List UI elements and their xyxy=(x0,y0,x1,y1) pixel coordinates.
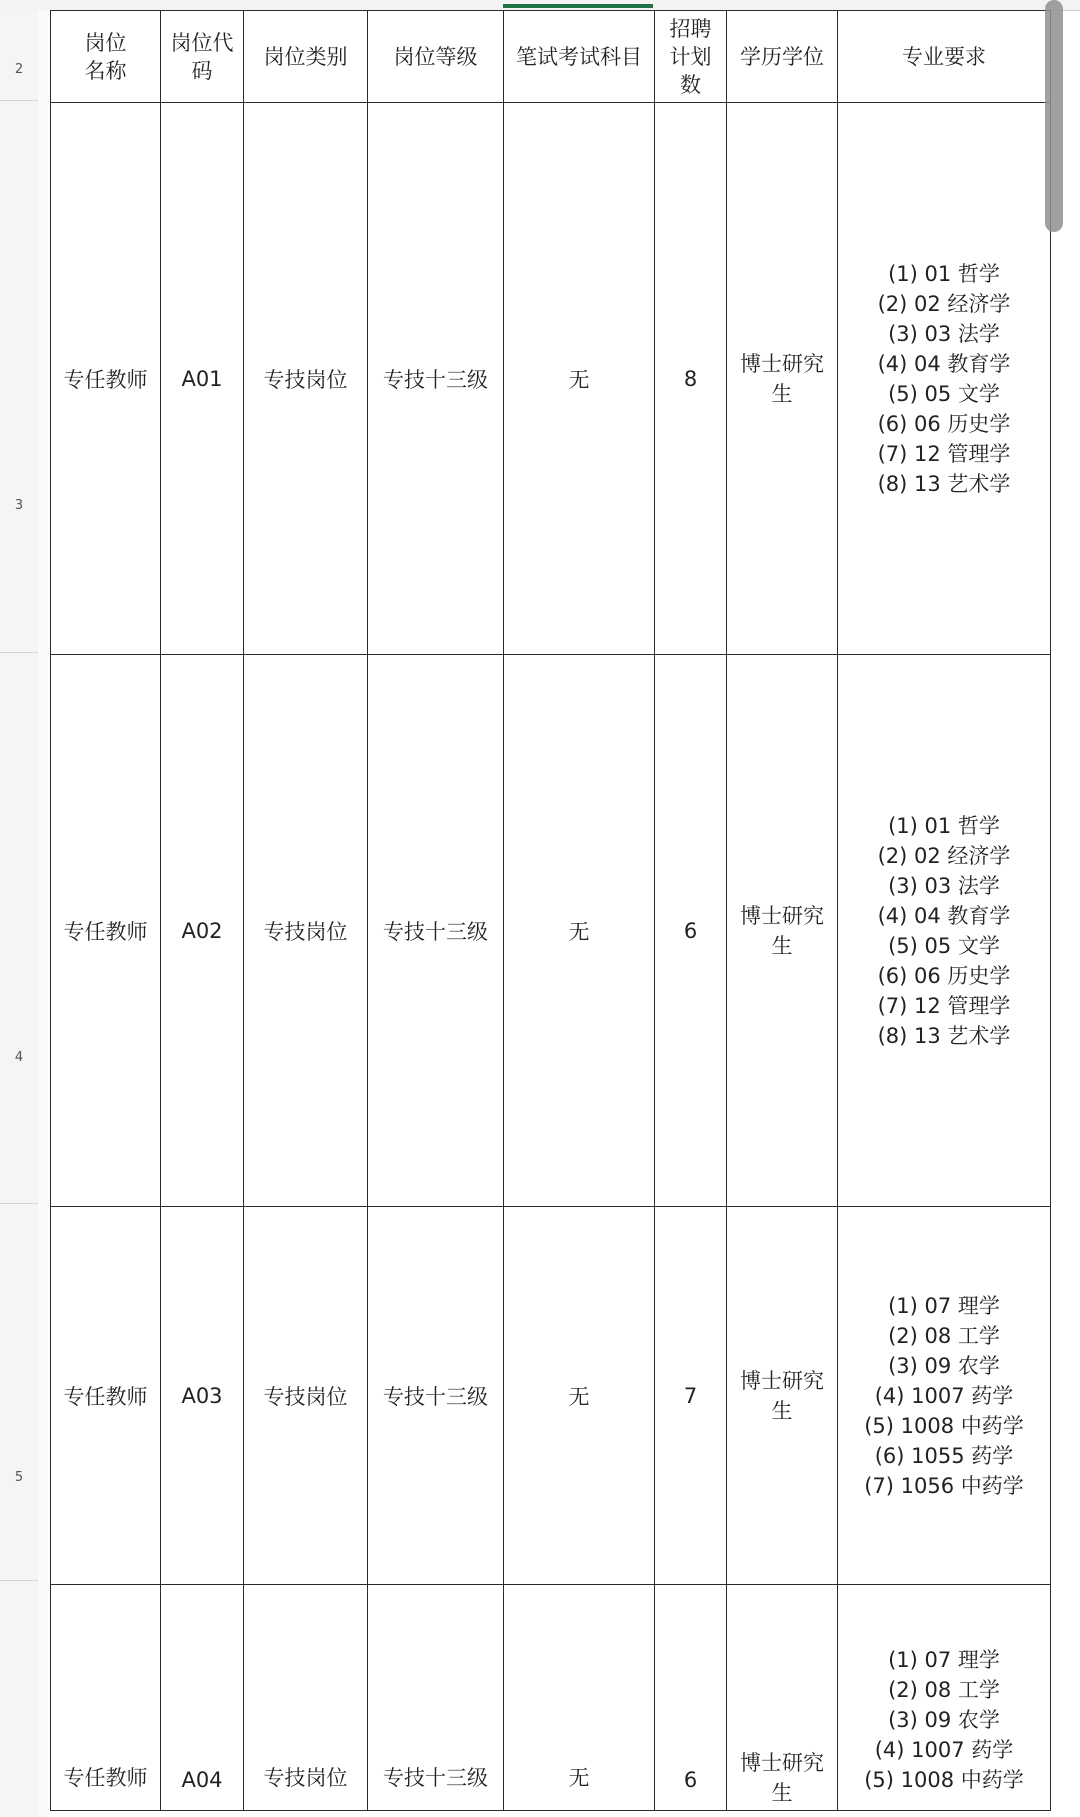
row-number[interactable]: 3 xyxy=(14,498,24,513)
major-item: (2) 08 工学 xyxy=(888,1678,1000,1702)
table-row xyxy=(51,655,1051,1207)
header-exam-subject[interactable]: 笔试考试科目 xyxy=(504,11,655,103)
cell-degree[interactable]: 博士研究 生 xyxy=(727,1207,838,1585)
table-row xyxy=(51,1585,1051,1811)
major-item: (7) 12 管理学 xyxy=(877,441,1011,466)
row-number[interactable]: 5 xyxy=(14,1470,24,1485)
cell-hiring-count[interactable]: 6 xyxy=(655,655,727,1207)
cell-exam-subject[interactable]: 无 xyxy=(504,1585,655,1811)
row-number[interactable]: 4 xyxy=(14,1050,24,1065)
cell-position-grade[interactable]: 专技十三级 xyxy=(368,1207,504,1585)
major-item: (1) 07 理学 xyxy=(888,1648,1000,1672)
row-gutter-margin xyxy=(38,10,50,1817)
major-item: (8) 13 艺术学 xyxy=(877,1023,1011,1048)
cell-hiring-count[interactable]: 7 xyxy=(655,1207,727,1585)
table-row xyxy=(51,103,1051,655)
cell-major-requirement[interactable] xyxy=(838,1207,1051,1585)
major-item: (2) 02 经济学 xyxy=(877,291,1011,316)
major-item: (6) 1055 药学 xyxy=(874,1443,1014,1468)
header-row xyxy=(51,11,1051,103)
major-item: (5) 1008 中药学 xyxy=(864,1768,1024,1792)
row-number-gutter xyxy=(0,10,39,1817)
major-item: (6) 06 历史学 xyxy=(877,411,1011,436)
major-item: (8) 13 艺术学 xyxy=(877,471,1011,496)
major-item: (2) 08 工学 xyxy=(888,1323,1000,1348)
header-position-code[interactable]: 岗位代 码 xyxy=(161,11,244,103)
major-item: (3) 03 法学 xyxy=(888,321,1000,346)
vertical-scrollbar[interactable] xyxy=(1045,0,1063,232)
cell-position-category[interactable]: 专技岗位 xyxy=(244,1585,368,1811)
table-row xyxy=(51,1207,1051,1585)
active-column-indicator xyxy=(503,4,653,8)
cell-major-requirement[interactable] xyxy=(838,103,1051,655)
cell-degree[interactable]: 博士研究 生 xyxy=(727,655,838,1207)
major-item: (1) 01 哲学 xyxy=(888,261,1000,286)
cell-degree[interactable]: 博士研究 生 xyxy=(727,103,838,655)
major-item: (5) 05 文学 xyxy=(888,933,1000,958)
cell-position-code[interactable]: A04 xyxy=(161,1585,244,1811)
cell-exam-subject[interactable]: 无 xyxy=(504,655,655,1207)
recruitment-table xyxy=(50,10,1051,1811)
cell-position-name[interactable]: 专任教师 xyxy=(51,103,161,655)
header-position-name[interactable]: 岗位 名称 xyxy=(51,11,161,103)
header-hiring-count[interactable]: 招聘 计划 数 xyxy=(655,11,727,103)
major-item: (3) 09 农学 xyxy=(888,1353,1000,1378)
cell-position-category[interactable]: 专技岗位 xyxy=(244,1207,368,1585)
major-item: (4) 1007 药学 xyxy=(874,1383,1014,1408)
cell-major-requirement[interactable] xyxy=(838,1585,1051,1811)
cell-exam-subject[interactable]: 无 xyxy=(504,1207,655,1585)
header-degree[interactable]: 学历学位 xyxy=(727,11,838,103)
cell-hiring-count[interactable]: 6 xyxy=(655,1585,727,1811)
major-item: (4) 04 教育学 xyxy=(877,351,1011,376)
cell-major-requirement[interactable] xyxy=(838,655,1051,1207)
cell-position-code[interactable]: A03 xyxy=(161,1207,244,1585)
cell-position-grade[interactable]: 专技十三级 xyxy=(368,655,504,1207)
cell-degree[interactable]: 博士研究 生 xyxy=(727,1585,838,1811)
major-item: (4) 1007 药学 xyxy=(874,1738,1014,1762)
major-item: (3) 09 农学 xyxy=(888,1708,1000,1732)
major-item: (4) 04 教育学 xyxy=(877,903,1011,928)
major-item: (5) 1008 中药学 xyxy=(864,1413,1024,1438)
major-item: (6) 06 历史学 xyxy=(877,963,1011,988)
major-item: (1) 07 理学 xyxy=(888,1293,1000,1318)
cell-position-name[interactable]: 专任教师 xyxy=(51,1585,161,1811)
major-item: (7) 12 管理学 xyxy=(877,993,1011,1018)
header-position-grade[interactable]: 岗位等级 xyxy=(368,11,504,103)
cell-position-code[interactable]: A01 xyxy=(161,103,244,655)
header-position-category[interactable]: 岗位类别 xyxy=(244,11,368,103)
major-item: (1) 01 哲学 xyxy=(888,813,1000,838)
row-number[interactable]: 2 xyxy=(14,62,24,77)
cell-position-grade[interactable]: 专技十三级 xyxy=(368,103,504,655)
cell-position-name[interactable]: 专任教师 xyxy=(51,655,161,1207)
cell-position-category[interactable]: 专技岗位 xyxy=(244,103,368,655)
header-major-requirement[interactable]: 专业要求 xyxy=(838,11,1051,103)
major-item: (5) 05 文学 xyxy=(888,381,1000,406)
cell-position-grade[interactable]: 专技十三级 xyxy=(368,1585,504,1811)
cell-position-category[interactable]: 专技岗位 xyxy=(244,655,368,1207)
cell-exam-subject[interactable]: 无 xyxy=(504,103,655,655)
cell-position-code[interactable]: A02 xyxy=(161,655,244,1207)
cell-hiring-count[interactable]: 8 xyxy=(655,103,727,655)
cell-position-name[interactable]: 专任教师 xyxy=(51,1207,161,1585)
major-item: (3) 03 法学 xyxy=(888,873,1000,898)
major-item: (2) 02 经济学 xyxy=(877,843,1011,868)
major-item: (7) 1056 中药学 xyxy=(864,1473,1024,1498)
